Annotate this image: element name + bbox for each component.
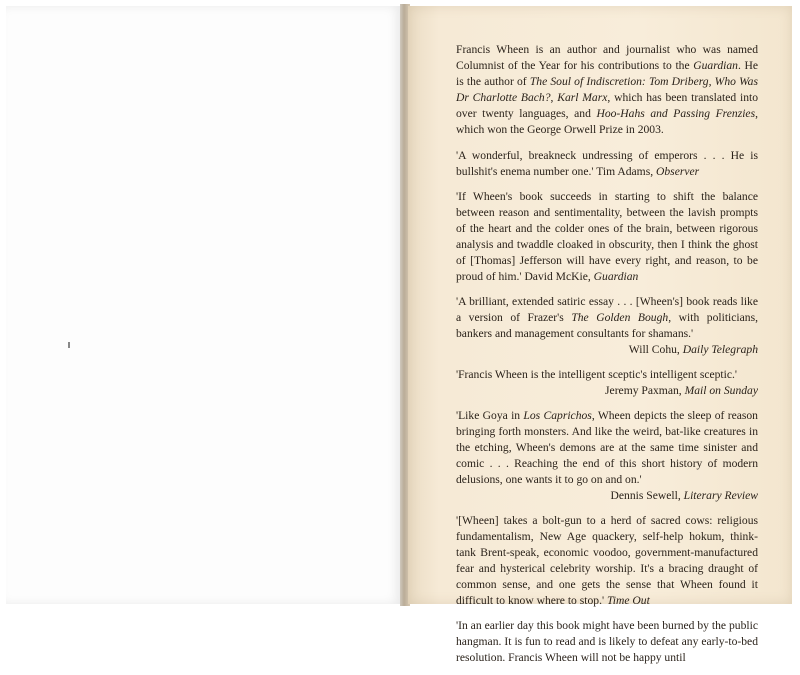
review-quote: 'If Wheen's book succeeds in starting to shift the balance between reason and sentimentality, between the lavish prompts of the heart and the colder ones of the brain, between rigorous analysis and twaddle cloaked in obscurity, then I think the ghost of [Thomas] Jefferson will have every right, and reason, to be proud of him.' David McKie, Guardian — [456, 190, 758, 283]
author-bio: Francis Wheen is an author and journalist who was named Columnist of the Year for his contributions to the Guardian. He is the author of The Soul of Indiscretion: Tom Driberg, Who Was Dr Charlotte Bach?, Karl Marx, which has been translated into over twenty languages, and Hoo-Hahs and Passing Frenzies, which won the George Orwell Prize in 2003. — [456, 43, 759, 136]
review-quote: '[Wheen] takes a bolt-gun to a herd of sacred cows: religious fundamentalism, New Age quackery, self-help hokum, think-tank Brent-speak, economic voodoo, government-manufactured fear and hysterical celebrity worship. It's a bracing draught of common sense, and one gets the sense that Wheen found it difficult to know where to stop.' Time Out — [456, 514, 758, 607]
quote-attribution: Jeremy Paxman, Mail on Sunday — [605, 384, 758, 397]
right-page — [408, 6, 792, 664]
quote-attribution: Will Cohu, Daily Telegraph — [628, 343, 758, 356]
page-mark — [68, 342, 70, 348]
review-quote: 'A brilliant, extended satiric essay . . . [Wheen's] book reads like a version of Frazer's The Golden Bough, with politicians, bankers and management consultants for shamans.' Will Cohu, Daily Telegraph — [456, 295, 758, 356]
quote-attribution: Dennis Sewell, Literary Review — [610, 489, 758, 502]
review-quote: 'A wonderful, breakneck undressing of emperors . . . He is bullshit's enema number one.' Tim Adams, Observer — [456, 149, 758, 178]
review-quote: 'Like Goya in Los Caprichos, Wheen depicts the sleep of reason bringing forth monsters. And like the weird, bat-like creatures in the etching, Wheen's demons are at the same time sinister and comic . . . Reaching the end of this short history of modern delusions, one wants it to go on and on.' Dennis Sewell, Literary Review — [456, 409, 758, 502]
review-quote: 'In an earlier day this book might have been burned by the public hangman. It is fun to read and is likely to defeat any early-to-bed resolution. Francis Wheen will not be happy until — [456, 619, 758, 664]
review-text — [456, 42, 758, 675]
review-quote: 'Francis Wheen is the intelligent sceptic's intelligent sceptic.' Jeremy Paxman, Mail on Sunday — [456, 368, 758, 397]
blank-left-page — [6, 6, 402, 604]
